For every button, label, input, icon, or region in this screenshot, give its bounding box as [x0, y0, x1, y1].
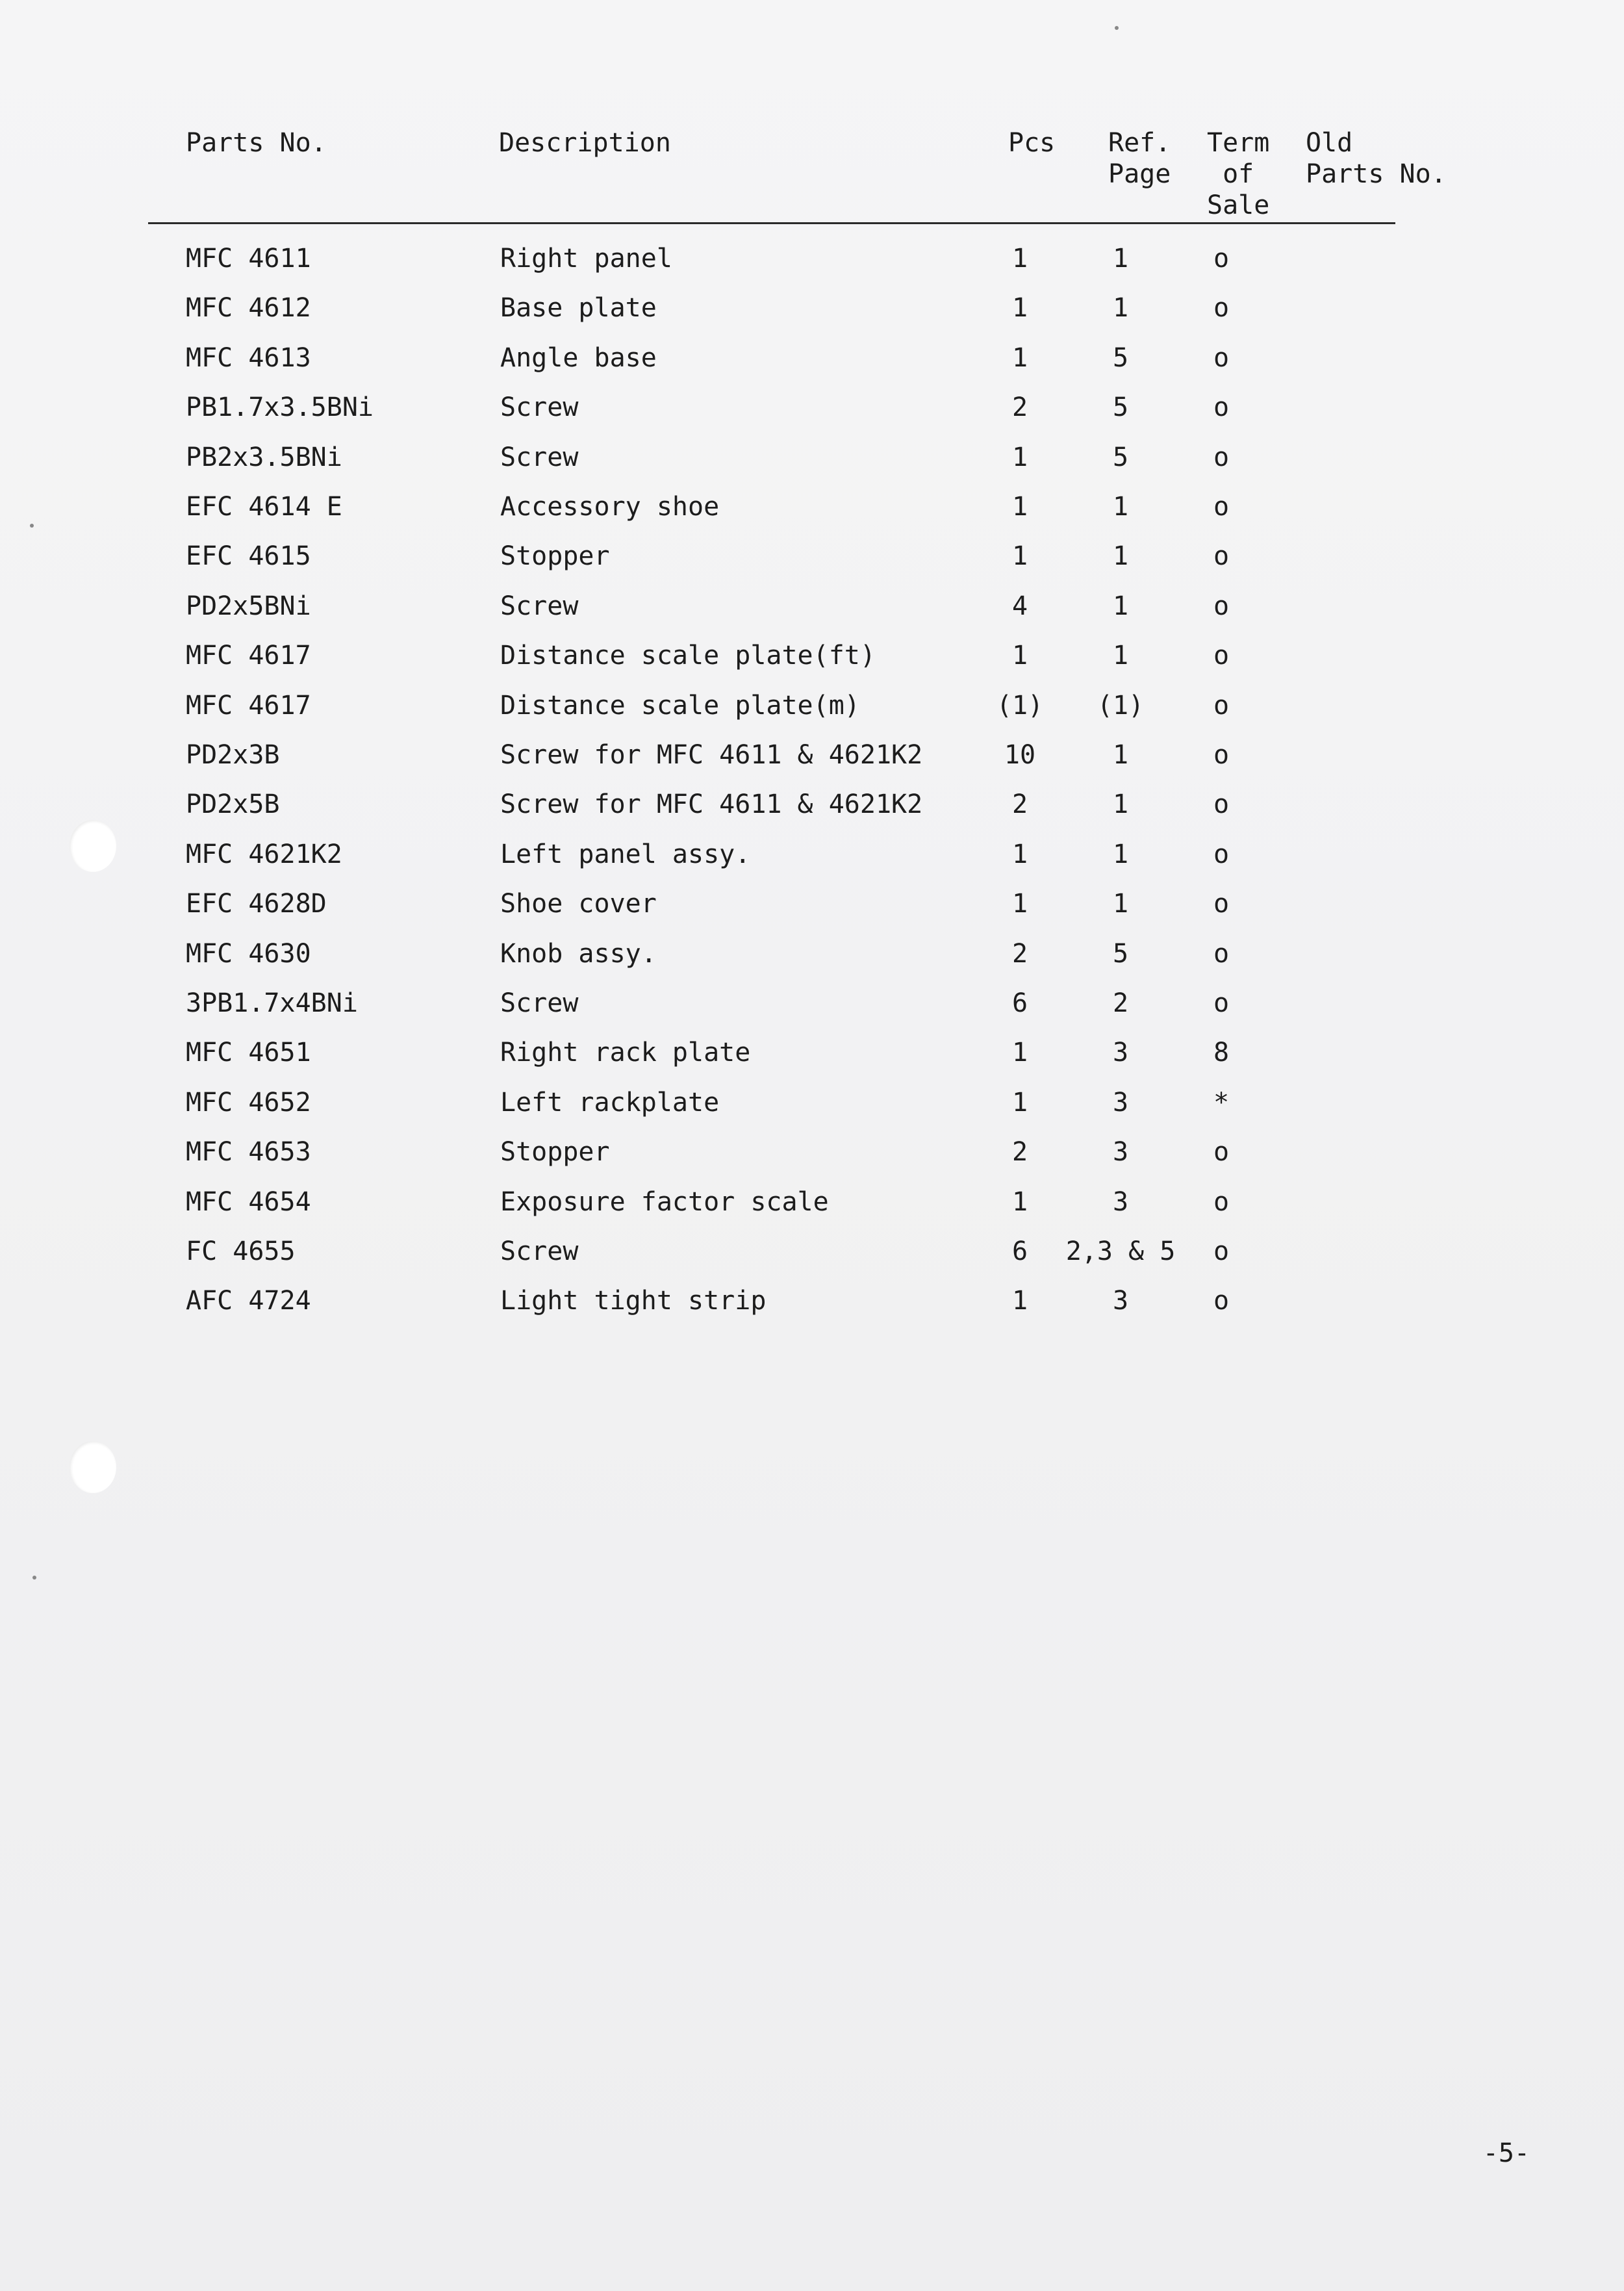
part-pcs: 6 — [1011, 988, 1028, 1018]
scan-speck — [1115, 26, 1119, 30]
part-term-of-sale: o — [1213, 988, 1230, 1018]
part-description: Accessory shoe — [500, 492, 720, 522]
part-number: EFC 4628D — [186, 889, 327, 919]
table-row — [0, 537, 1624, 576]
scan-speck — [32, 1576, 36, 1580]
part-number: MFC 4611 — [186, 244, 311, 274]
part-ref-page: 1 — [1112, 293, 1129, 323]
punch-hole-bottom — [70, 1441, 116, 1493]
part-term-of-sale: o — [1213, 293, 1230, 323]
part-ref-page: 1 — [1112, 492, 1129, 522]
part-term-of-sale: o — [1213, 740, 1230, 770]
header-old-parts-no: Old Parts No. — [1306, 128, 1447, 189]
table-row — [0, 487, 1624, 526]
part-number: MFC 4653 — [186, 1137, 311, 1167]
part-description: Distance scale plate(m) — [500, 691, 860, 721]
part-pcs: (1) — [996, 691, 1044, 721]
part-pcs: 2 — [1011, 1137, 1028, 1167]
part-description: Screw — [500, 591, 579, 621]
table-row — [0, 1083, 1624, 1122]
part-number: PD2x5BNi — [186, 591, 311, 621]
part-term-of-sale: o — [1213, 641, 1230, 671]
part-number: MFC 4630 — [186, 939, 311, 969]
part-pcs: 10 — [1004, 740, 1036, 770]
part-pcs: 1 — [1011, 1286, 1028, 1316]
part-description: Base plate — [500, 293, 657, 323]
part-term-of-sale: o — [1213, 789, 1230, 819]
part-number: MFC 4652 — [186, 1088, 311, 1118]
part-term-of-sale: o — [1213, 442, 1230, 472]
table-row — [0, 1281, 1624, 1320]
part-pcs: 1 — [1011, 343, 1028, 373]
part-pcs: 1 — [1011, 889, 1028, 919]
part-number: AFC 4724 — [186, 1286, 311, 1316]
table-row — [0, 785, 1624, 824]
part-ref-page: 3 — [1112, 1088, 1129, 1118]
part-pcs: 1 — [1011, 1038, 1028, 1068]
part-ref-page: 2,3 & 5 — [1065, 1236, 1176, 1266]
table-row — [0, 587, 1624, 626]
header-pcs: Pcs — [1008, 128, 1056, 158]
part-number: 3PB1.7x4BNi — [186, 988, 358, 1018]
part-number: MFC 4617 — [186, 691, 311, 721]
part-term-of-sale: o — [1213, 244, 1230, 274]
part-description: Screw — [500, 392, 579, 422]
part-description: Screw — [500, 1236, 579, 1266]
part-description: Left panel assy. — [500, 839, 751, 869]
part-term-of-sale: o — [1213, 591, 1230, 621]
header-term-of-sale: Term of Sale — [1207, 128, 1270, 220]
part-term-of-sale: 8 — [1213, 1038, 1230, 1068]
table-row — [0, 934, 1624, 973]
table-row — [0, 636, 1624, 675]
part-term-of-sale: o — [1213, 1286, 1230, 1316]
part-pcs: 6 — [1011, 1236, 1028, 1266]
part-ref-page: 1 — [1112, 740, 1129, 770]
part-number: EFC 4614 E — [186, 492, 342, 522]
part-term-of-sale: o — [1213, 1137, 1230, 1167]
part-term-of-sale: o — [1213, 392, 1230, 422]
part-ref-page: 1 — [1112, 789, 1129, 819]
part-ref-page: 1 — [1112, 839, 1129, 869]
table-row — [0, 835, 1624, 874]
part-ref-page: 1 — [1112, 889, 1129, 919]
part-pcs: 1 — [1011, 442, 1028, 472]
part-term-of-sale: o — [1213, 691, 1230, 721]
table-row — [0, 388, 1624, 427]
table-row — [0, 984, 1624, 1023]
part-number: MFC 4617 — [186, 641, 311, 671]
part-number: MFC 4654 — [186, 1187, 311, 1217]
part-description: Screw for MFC 4611 & 4621K2 — [500, 789, 923, 819]
page-number: -5- — [1482, 2138, 1530, 2168]
part-ref-page: (1) — [1097, 691, 1145, 721]
table-row — [0, 884, 1624, 923]
part-ref-page: 1 — [1112, 591, 1129, 621]
part-ref-page: 2 — [1112, 988, 1129, 1018]
part-pcs: 1 — [1011, 1088, 1028, 1118]
part-pcs: 1 — [1011, 492, 1028, 522]
part-pcs: 1 — [1011, 293, 1028, 323]
table-row — [0, 686, 1624, 725]
part-term-of-sale: o — [1213, 492, 1230, 522]
part-term-of-sale: o — [1213, 1236, 1230, 1266]
part-description: Stopper — [500, 541, 610, 571]
part-description: Distance scale plate(ft) — [500, 641, 876, 671]
part-ref-page: 3 — [1112, 1137, 1129, 1167]
part-number: MFC 4612 — [186, 293, 311, 323]
part-description: Stopper — [500, 1137, 610, 1167]
table-row — [0, 1033, 1624, 1072]
table-row — [0, 1232, 1624, 1271]
part-ref-page: 1 — [1112, 541, 1129, 571]
part-number: MFC 4621K2 — [186, 839, 342, 869]
part-pcs: 1 — [1011, 244, 1028, 274]
part-description: Right panel — [500, 244, 672, 274]
part-ref-page: 5 — [1112, 939, 1129, 969]
part-ref-page: 3 — [1112, 1286, 1129, 1316]
part-description: Left rackplate — [500, 1088, 720, 1118]
header-parts-no: Parts No. — [186, 128, 327, 158]
part-ref-page: 1 — [1112, 244, 1129, 274]
part-term-of-sale: o — [1213, 839, 1230, 869]
part-description: Exposure factor scale — [500, 1187, 829, 1217]
part-ref-page: 3 — [1112, 1187, 1129, 1217]
part-description: Screw — [500, 442, 579, 472]
part-number: PD2x5B — [186, 789, 280, 819]
table-row — [0, 1133, 1624, 1171]
header-rule — [148, 222, 1395, 224]
part-ref-page: 5 — [1112, 392, 1129, 422]
part-number: EFC 4615 — [186, 541, 311, 571]
part-ref-page: 5 — [1112, 442, 1129, 472]
part-pcs: 1 — [1011, 541, 1028, 571]
part-pcs: 2 — [1011, 392, 1028, 422]
part-description: Knob assy. — [500, 939, 657, 969]
part-pcs: 1 — [1011, 839, 1028, 869]
table-row — [0, 239, 1624, 278]
part-number: MFC 4613 — [186, 343, 311, 373]
part-number: PB2x3.5BNi — [186, 442, 342, 472]
part-description: Light tight strip — [500, 1286, 767, 1316]
part-ref-page: 3 — [1112, 1038, 1129, 1068]
part-term-of-sale: o — [1213, 343, 1230, 373]
part-description: Right rack plate — [500, 1038, 751, 1068]
part-ref-page: 5 — [1112, 343, 1129, 373]
part-number: PB1.7x3.5BNi — [186, 392, 374, 422]
header-description: Description — [499, 128, 671, 158]
table-row — [0, 1183, 1624, 1222]
part-number: FC 4655 — [186, 1236, 296, 1266]
part-pcs: 1 — [1011, 641, 1028, 671]
part-description: Screw — [500, 988, 579, 1018]
part-pcs: 2 — [1011, 789, 1028, 819]
header-ref-page: Ref. Page — [1108, 128, 1171, 189]
table-row — [0, 288, 1624, 327]
part-term-of-sale: o — [1213, 889, 1230, 919]
part-description: Angle base — [500, 343, 657, 373]
part-number: MFC 4651 — [186, 1038, 311, 1068]
part-description: Screw for MFC 4611 & 4621K2 — [500, 740, 923, 770]
part-pcs: 1 — [1011, 1187, 1028, 1217]
part-number: PD2x3B — [186, 740, 280, 770]
part-pcs: 4 — [1011, 591, 1028, 621]
part-term-of-sale: * — [1213, 1088, 1230, 1118]
part-ref-page: 1 — [1112, 641, 1129, 671]
table-row — [0, 339, 1624, 378]
part-term-of-sale: o — [1213, 1187, 1230, 1217]
table-row — [0, 438, 1624, 477]
part-description: Shoe cover — [500, 889, 657, 919]
table-row — [0, 736, 1624, 774]
part-pcs: 2 — [1011, 939, 1028, 969]
part-term-of-sale: o — [1213, 541, 1230, 571]
part-term-of-sale: o — [1213, 939, 1230, 969]
